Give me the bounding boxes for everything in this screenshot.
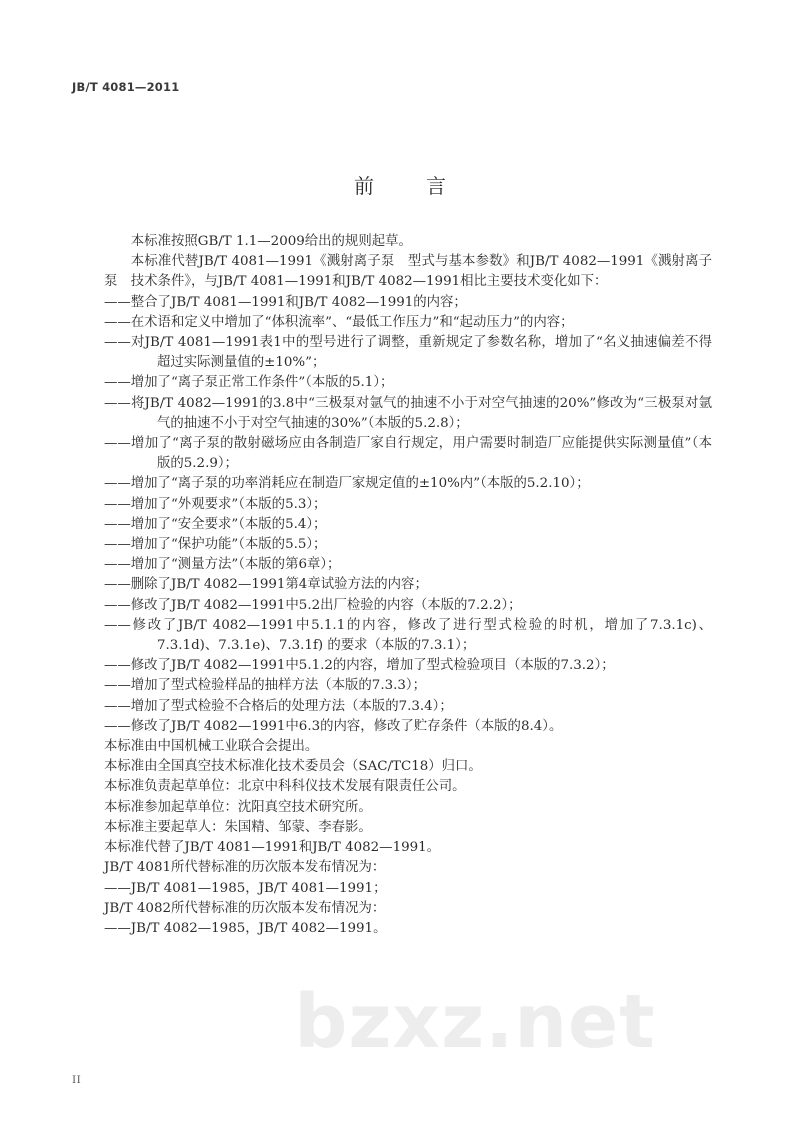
foreword-paragraph: 本标准由全国真空技术标准化技术委员会（SAC/TC18）归口。 [104, 759, 482, 775]
foreword-paragraph: 本标准按照GB/T 1.1—2009给出的规则起草。 [130, 234, 412, 249]
foreword-list-item: ——增加了“离子泵的功率消耗应在制造厂家规定值的±10%内”（本版的5.2.10）； [104, 476, 590, 492]
foreword-list-item: ——删除了JB/T 4082—1991第4章试验方法的内容； [104, 577, 428, 593]
foreword-paragraph: JB/T 4082所代替标准的历次版本发布情况为： [104, 900, 386, 916]
foreword-list-item: ——JB/T 4081—1985，JB/T 4081—1991； [104, 880, 387, 896]
foreword-paragraph: 本标准负责起草单位：北京中科科仪技术发展有限责任公司。 [104, 779, 466, 795]
foreword-body [104, 232, 712, 939]
foreword-list-item: ——增加了型式检验不合格后的处理方法（本版的7.3.4）； [104, 698, 453, 714]
foreword-list-item: ——将JB/T 4082—1991的3.8中“三极泵对氩气的抽速不小于对空气抽速的20%”修改为“三极泵对氩气的抽速不小于对空气抽速的30%”（本版的5.2.8）； [104, 395, 712, 431]
page-number: II [72, 1074, 82, 1086]
foreword-list-item: ——增加了“离子泵正常工作条件”（本版的5.1）； [104, 375, 394, 391]
foreword-list-item: ——在术语和定义中增加了“体积流率”、“最低工作压力”和“起动压力”的内容； [104, 314, 574, 330]
foreword-list-item: ——增加了“离子泵的散射磁场应由各制造厂家自行规定，用户需要时制造厂应能提供实际测量值”（本版的5.2.9）； [104, 436, 712, 472]
foreword-list-item: ——JB/T 4082—1985，JB/T 4082—1991。 [104, 920, 387, 936]
foreword-list-item: ——对JB/T 4081—1991表1中的型号进行了调整，重新规定了参数名称，增加了“名义抽速偏差不得超过实际测量值的±10%”； [104, 335, 712, 371]
foreword-list-item: ——整合了JB/T 4081—1991和JB/T 4082—1991的内容； [104, 294, 467, 310]
running-head-standard-number: JB/T 4081—2011 [72, 80, 180, 94]
foreword-list-item: ——修改了JB/T 4082—1991中5.2出厂检验的内容（本版的7.2.2）； [104, 597, 522, 613]
foreword-list-item: ——修改了JB/T 4082—1991中5.1.1的内容，修改了进行型式检验的时机，增加了7.3.1c)、7.3.1d)、7.3.1e)、7.3.1f) 的要求（本版的7.3.1）； [104, 617, 712, 654]
foreword-list-item: ——增加了“外观要求”（本版的5.3）； [104, 496, 327, 512]
foreword-list-item: ——修改了JB/T 4082—1991中6.3的内容，修改了贮存条件（本版的8.4）。 [104, 718, 563, 734]
foreword-list-item: ——修改了JB/T 4082—1991中5.1.2的内容，增加了型式检验项目（本版的7.3.2）； [104, 658, 615, 674]
foreword-paragraph: 本标准主要起草人：朱国精、邹蒙、李春影。 [104, 819, 372, 835]
page-title: 前 言 [354, 174, 462, 198]
foreword-paragraph: 本标准由中国机械工业联合会提出。 [104, 739, 319, 755]
foreword-paragraph: JB/T 4081所代替标准的历次版本发布情况为： [104, 860, 386, 876]
foreword-list-item: ——增加了“安全要求”（本版的5.4）； [104, 516, 327, 532]
site-watermark: bzxz.net [294, 979, 656, 1065]
foreword-list-item: ——增加了“保护功能”（本版的5.5）； [104, 537, 327, 553]
foreword-paragraph: 本标准代替JB/T 4081—1991《溅射离子泵 型式与基本参数》和JB/T 4082—1991《溅射离子泵 技术条件》，与JB/T 4081—1991和JB/T 4082—1991相比主要技术变化如下： [104, 254, 712, 290]
foreword-list-item: ——增加了型式检验样品的抽样方法（本版的7.3.3）； [104, 678, 426, 694]
foreword-paragraph: 本标准参加起草单位：沈阳真空技术研究所。 [104, 799, 372, 815]
foreword-paragraph: 本标准代替了JB/T 4081—1991和JB/T 4082—1991。 [104, 840, 441, 856]
foreword-list-item: ——增加了“测量方法”（本版的第6章）； [104, 557, 341, 573]
